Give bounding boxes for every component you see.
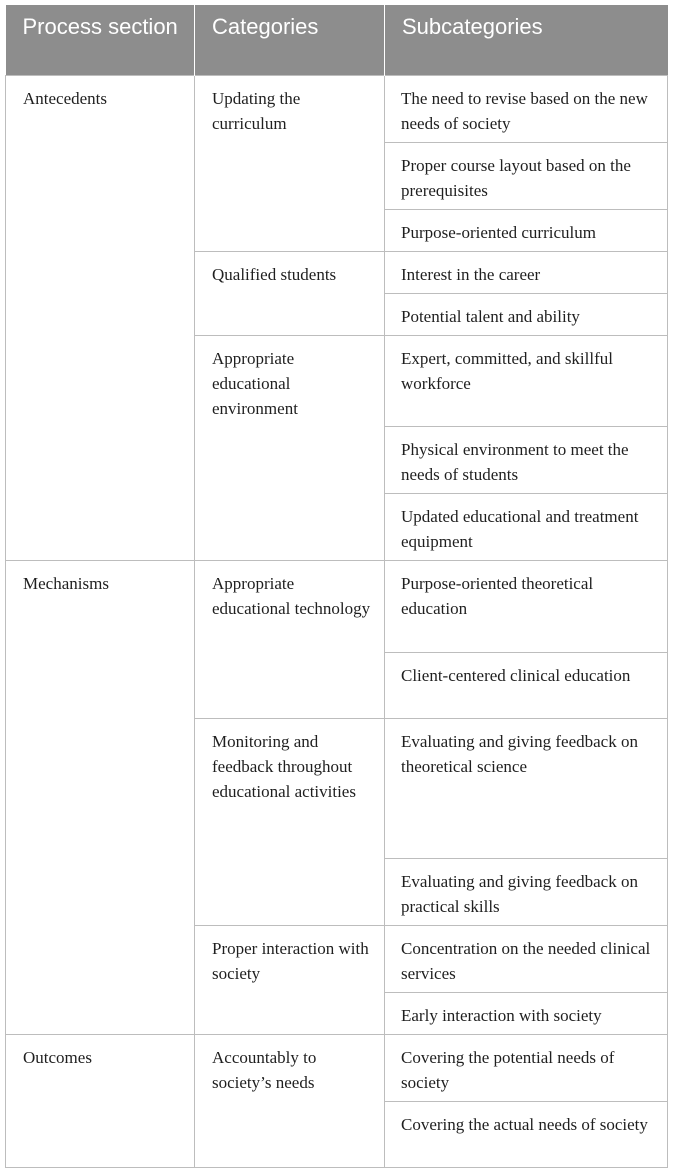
subcategory-cell: Purpose-oriented theoretical education: [385, 561, 668, 653]
subcategory-cell: Physical environment to meet the needs of students: [385, 427, 668, 494]
subcategory-cell: Covering the actual needs of society: [385, 1102, 668, 1168]
header-categories: Categories: [195, 5, 385, 76]
table-body: [6, 76, 668, 1168]
table-row: [6, 1035, 668, 1102]
subcategory-cell: Expert, committed, and skillful workforce: [385, 336, 668, 427]
category-cell: Appropriate educational technology: [195, 561, 385, 719]
table-row: [6, 76, 668, 143]
subcategory-cell: Evaluating and giving feedback on practical skills: [385, 859, 668, 926]
category-cell: Monitoring and feedback throughout educational activities: [195, 719, 385, 926]
subcategory-cell: Early interaction with society: [385, 993, 668, 1035]
process-table-container: [5, 5, 667, 1168]
header-subcategories: Subcategories: [385, 5, 668, 76]
subcategory-cell: Concentration on the needed clinical services: [385, 926, 668, 993]
category-cell: Qualified students: [195, 252, 385, 336]
process-section-cell: Outcomes: [6, 1035, 195, 1168]
header-process-section: Process section: [6, 5, 195, 76]
subcategory-cell: The need to revise based on the new needs of society: [385, 76, 668, 143]
table-header-row: [6, 5, 668, 76]
subcategory-cell: Client-centered clinical education: [385, 653, 668, 719]
category-cell: Accountably to society’s needs: [195, 1035, 385, 1168]
subcategory-cell: Evaluating and giving feedback on theoretical science: [385, 719, 668, 859]
table-row: [6, 561, 668, 653]
category-cell: Updating the curriculum: [195, 76, 385, 252]
category-cell: Appropriate educational environment: [195, 336, 385, 561]
subcategory-cell: Interest in the career: [385, 252, 668, 294]
subcategory-cell: Proper course layout based on the prerequisites: [385, 143, 668, 210]
subcategory-cell: Purpose-oriented curriculum: [385, 210, 668, 252]
category-cell: Proper interaction with society: [195, 926, 385, 1035]
process-section-cell: Mechanisms: [6, 561, 195, 1035]
subcategory-cell: Potential talent and ability: [385, 294, 668, 336]
process-section-cell: Antecedents: [6, 76, 195, 561]
process-table: [5, 5, 668, 1168]
subcategory-cell: Updated educational and treatment equipment: [385, 494, 668, 561]
subcategory-cell: Covering the potential needs of society: [385, 1035, 668, 1102]
